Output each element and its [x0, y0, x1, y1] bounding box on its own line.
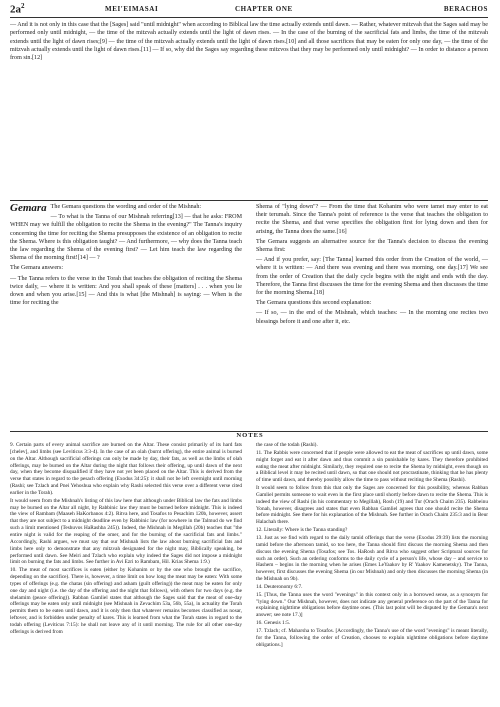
chapter-number: CHAPTER ONE: [235, 5, 293, 13]
gemara-heading: Gemara: [10, 203, 47, 214]
note: 17. Tzlach; cf. Maharsha to Tosafos. [Accordingly, the Tanna's use of the word "evenings" is meant literally, for the Tanna, following the order of Creation, chooses to explain nighttime obligations before daytime obligations.]: [256, 627, 488, 648]
note: 16. Genesis 1:5.: [256, 620, 291, 627]
note: 12. Literally: Where is the Tanna standing?: [256, 527, 348, 534]
gemara-paragraph: The Gemara questions the wording and order of the Mishnah:: [50, 204, 202, 210]
note: 9. Certain parts of every animal sacrifice are burned on the Altar. These consist primarily of its hard fats [chelev], and limbs (see Leviticus 3:3-4). In the case of an olah (burnt offering), the entire animal is burned on the Altar. Although sacrificial offerings can only be made by day, their fats, as well as the limbs of olah offerings, may be burned on the Altar during the night that follows their offering, up until dawn of the next day, when they become disqualified if they have not yet been placed on the Altar. This is derived from the verse that states in regard to the pesach offering (Exodus 34:25): it shall not be left overnight until morning (Rashi; see Tzlach and Pnei Yehoshua who explain why Rashi selected this verse over a different verse cited earlier in the Torah).: [10, 442, 242, 496]
gemara-paragraph: — The Tanna refers to the verse in the Torah that teaches the obligation of reciting the Shema twice daily, — where it is written: And you shall speak of these [matters] . . . when you lie down and when you arise.[15] — And this is what [the Mishnah] is saying: — When is the time for reciting the: [10, 275, 242, 307]
page-header: [10, 4, 488, 18]
note: 14. Deuteronomy 6:7.: [256, 583, 303, 590]
notes-column-right: [256, 442, 488, 700]
mishnah-paragraph: — And it is not only in this case that the [Sages] said "until midnight" when according to Biblical law the time actually extends until dawn. — Rather, whatever mitzvah that the Sages said may be performed only until midnight, — the time of the mitzvah actually extends until the light of dawn rises. — In the case of the burning of the sacrificial fats and limbs, the time of the mitzvah extends until the light of dawn rises;[9] — the time of the mitzvah actually extends until the light of dawn rises.[10] and all those sacrifices that may be eaten for only one day, — the time of the mitzvah actually extends until the light of dawn rises.[11] — If so, why did the Sages say regarding these mitzvos that they may be performed only until midnight? — In order to distance a person from sin.[12]: [10, 22, 488, 62]
gemara-paragraph: The Gemara questions this second explanation:: [256, 300, 372, 307]
section-rule: [10, 200, 488, 201]
folio-number: $2a^2$: [10, 2, 25, 16]
note: the case of the todah (Rashi).: [256, 442, 318, 448]
gemara-paragraph: The Gemara answers:: [10, 265, 64, 272]
note: 13. Just as we find with regard to the daily tamid offerings that the verse (Exodus 29:39) lists the morning tamid before the afternoon tamid, so too here, the Tanna should first discuss the morning Shema and then discuss the evening Shema (Tosafos; see Tos. HaRosh and Ritva who suggest other Scriptural sources for such an order). Such an ordering conforms to the daily cycle of a person's life, whose day – and service to Hashem – begins in the morning when he arises (Emes LeYaakov by R' Yaakov Kamenetsky). The Tanna, however, first discusses the evening Shema (in our Mishnah) and only then discusses the morning Shema (in the Mishnah on 9b).: [256, 534, 488, 583]
note: It would seem from the Mishnah's listing of this law here that although under Biblical law the fats and limbs may be burned on the Altar all night, by Rabbinic law they must be burned before midnight. This is indeed the view of Rambam (Maaseh HaKorbanos 4:2). Ritva here, and Tosafos to Pesachim 120b, however, assert that they are not subject to a midnight deadline even by Rabbinic law (for nowhere in the Talmud do we find such a limit mentioned (Teshuvos HaRashba 245)). Indeed, the Mishnah in Megillah (20b) teaches that "the entire night is valid for the reaping of the omer, and for the burning of the sacrificial fats and limbs." Accordingly, Rashi argues, we must say that our Mishnah lists the law about burning sacrificial fats and limbs here only to demonstrate that any mitzvah designated for the night may, Biblically speaking, be performed until dawn. See Meiri and Tzlach who explain why indeed the Sages did not impose a midnight limit on burning the fats and limbs. See further in Avi Ezri to Rambam, Hil. Krias Shema 1:9.): [10, 497, 242, 566]
header-rule: [10, 17, 488, 18]
gemara-paragraph: — And if you prefer, say: [The Tanna] learned this order from the Creation of the world, — where it is written: — And there was evening and there was morning, one day.[17] We see from the order of Creation that the daily cycle begins with the night and ends with the day. Therefore, the Tanna first discusses the time for the evening Shema and then discusses the time for the morning Shema.[18]: [256, 257, 488, 297]
gemara-paragraph: — If so, — in the end of the Mishnah, which teaches: — In the morning one recites two blessings before it and one after it, etc.: [256, 310, 488, 325]
chapter-name: MEI'EIMASAI: [105, 5, 159, 13]
note: 10. The meat of most sacrifices is eaten (either by Kohanim or by the one who brought the sacrifice, depending on the sacrifice). There is, however, a time limit on how long the meat may be eaten: With some types of offerings (e.g. the chatas (sin offering) and asham (guilt offering)) the meat may be eaten for only one day and night (i.e. the day of the offering and the night that follows), with others for two days (e.g. the shelamim (peace offering)). Rabban Gamliel states that although the Sages said that the meat of one-day offerings may be eaten only until midnight (see Mishnah in Zevachim 53a, 56b, 55a), in actuality the Torah permits them to be eaten until dawn, and it is only then that whatever remains becomes classified as nosar, leftover, and is forbidden under penalty of kares. This is learned from what the Torah states in regard to the todah offering (Leviticus 7:15): he shall not leave any of it until morning. The rule for all other one-day offerings is derived from: [10, 567, 242, 635]
notes-heading: NOTES: [236, 432, 264, 439]
gemara-paragraph: Shema of "lying down"? — From the time that Kohanim who were tamei may enter to eat their terumah. Since the Tanna's point of reference is the verse that teaches the obligation to recite the Shema, and that verse specifies the obligation first for lying down and then for arising, the Tanna does the same.[16]: [256, 204, 488, 235]
notes-column-left: [10, 442, 242, 700]
gemara-paragraph: The Gemara suggests an alternative source for the Tanna's decision to discuss the evening Shema first:: [256, 238, 488, 254]
gemara-column-left: [10, 203, 242, 429]
mishnah-continuation: [10, 21, 488, 197]
tractate-name: BERACHOS: [443, 5, 488, 13]
note: It would seem to follow from this that only the Sages are concerned for this possibility, whereas Rabban Gamliel permits someone to wait even in the first place until shortly before dawn to recite the Shema. This is indeed the view of Rashi (in his commentary to Megillah), Rosh (19) and Tur (Orach Chaim 235). Rabbeinu Yonah, however, disagrees and states that even Rabban Gamliel agrees that one should recite the Shema before midnight. See there for his explanation of the Mishnah. See further in Orach Chaim 235:3 and in Beur Halachah there.: [256, 485, 488, 526]
note: 15. [Thus, the Tanna uses the word "evenings" in this context only in a borrowed sense, as a synonym for "lying down." Our Mishnah, however, does not indicate any general preference on the part of the Tanna for explaining nighttime obligations before daytime ones. (This last point will be disputed by the Gemara's next answer; see note 17.)]: [256, 591, 488, 619]
note: 11. The Rabbis were concerned that if people were allowed to eat the meat of sacrifices up until dawn, some might forget and eat it after dawn and thus commit a sin punishable by kares. They therefore prohibited eating the meat after midnight. Similarly, they required one to recite the Shema by midnight, even though on a Biblical level it may be recited until dawn, so that one should not procrastinate, thinking that he has plenty of time until dawn, and thereby possibly allow the time to pass without reciting the Shema (Rashi).: [256, 449, 488, 484]
gemara-column-right: [256, 203, 488, 429]
gemara-paragraph: — To what is the Tanna of our Mishnah referring[13] — that he asks: FROM WHEN may we fulfill the obligation to recite the Shema in the evening?" The Tanna's inquiry concerning the time for reciting the Shema presupposes the existence of an obligation to recite the Shema. Where is this obligation taught? — And furthermore, — why does the Tanna teach the law regarding the Shema of the evening first? — Let him teach the law regarding the Shema of the morning first![14] — ?: [10, 214, 242, 262]
